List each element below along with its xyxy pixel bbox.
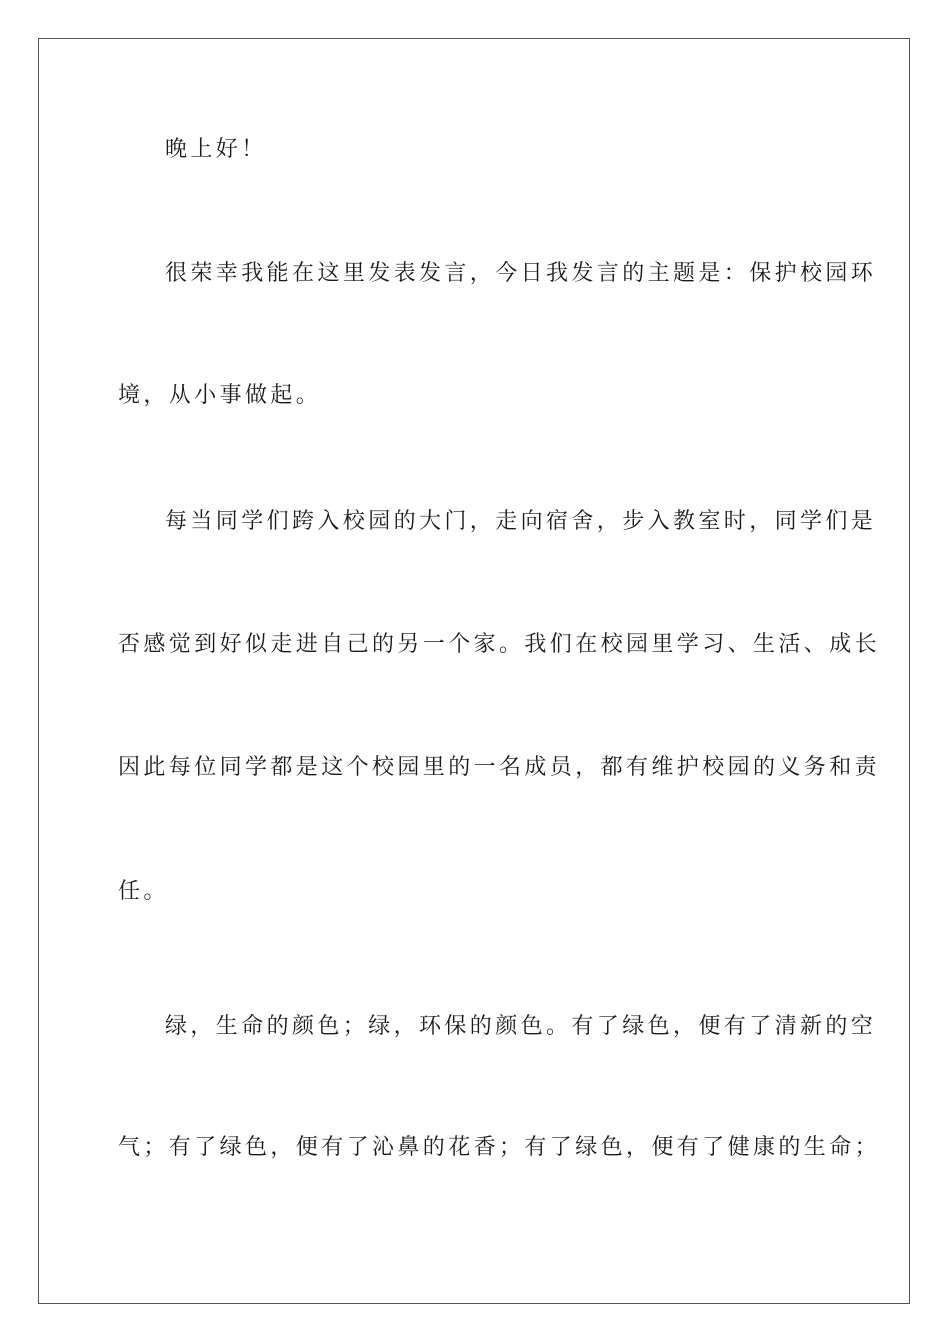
paragraph-1-line-2: 境，从小事做起。 (118, 383, 322, 408)
paragraph-3-line-1: 绿，生命的颜色；绿，环保的颜色。有了绿色，便有了清新的空 (165, 1014, 877, 1039)
paragraph-2-line-1: 每当同学们跨入校园的大门，走向宿舍，步入教室时，同学们是 (165, 509, 877, 534)
greeting-line: 晚上好！ (165, 137, 267, 162)
paragraph-2-line-4: 任。 (118, 879, 169, 904)
paragraph-1-line-1: 很荣幸我能在这里发表发言，今日我发言的主题是：保护校园环 (165, 261, 877, 286)
page-border (38, 38, 910, 1304)
paragraph-3-line-2: 气；有了绿色，便有了沁鼻的花香；有了绿色，便有了健康的生命； (118, 1135, 881, 1160)
paragraph-2-line-2: 否感觉到好似走进自己的另一个家。我们在校园里学习、生活、成长 (118, 632, 881, 657)
paragraph-2-line-3: 因此每位同学都是这个校园里的一名成员，都有维护校园的义务和责 (118, 755, 881, 780)
